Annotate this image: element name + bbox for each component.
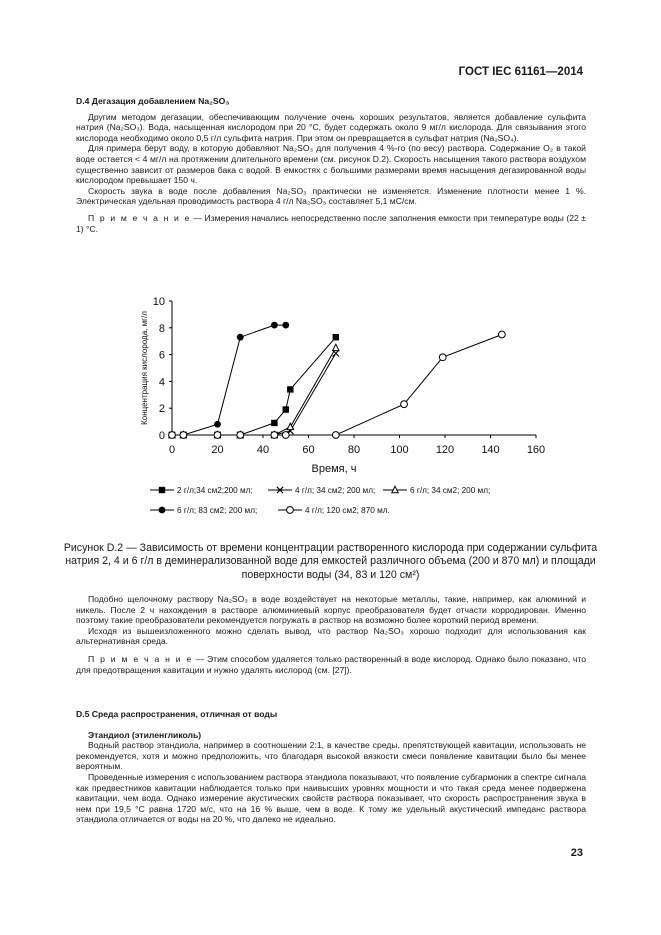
open-circle-marker <box>498 331 505 338</box>
filled-circle-marker <box>237 334 244 341</box>
x-tick-label: 160 <box>526 444 546 456</box>
x-tick-label: 60 <box>302 444 315 456</box>
filled-circle-marker <box>159 507 166 514</box>
section-d5-paragraph-1: Водный раствор этандиола, например в соотношении 2:1, в качестве среды, препятствующей кавитации, использовать не рекомендуется, хотя и можно предположить, что благодаря высокой вязкости смеси появление кавитации было бы менее вероятным. <box>76 740 586 772</box>
series-line-1 <box>172 337 336 435</box>
open-circle-marker <box>271 432 278 439</box>
series-line-3 <box>172 348 336 435</box>
y-tick-label: 8 <box>158 322 165 335</box>
legend-label-3: 6 г/л; 34 см2; 200 мл; <box>410 486 491 495</box>
y-tick-label: 0 <box>158 430 165 442</box>
section-d5-title: D.5 Среда распространения, отличная от воды <box>76 709 278 719</box>
section-d4-title: D.4 Дегазация добавлением Na₂SO₃ <box>76 96 230 106</box>
section-d5-subtitle: Этандиол (этиленгликоль) <box>88 729 202 740</box>
chart-svg <box>140 290 560 520</box>
filled-circle-marker <box>214 421 221 428</box>
open-circle-marker <box>287 507 294 514</box>
note-label: П р и м е ч а н и е <box>88 212 191 223</box>
series-line-4 <box>172 325 286 435</box>
triangle-marker <box>333 344 339 350</box>
x-tick-label: 0 <box>168 444 176 456</box>
section-d4-note <box>76 213 586 234</box>
section-d4-paragraph-3: Скорость звука в воде после добавления Na₂SO₃ практически не изменяется. Изменение плотности менее 1 %. Электрическая удельная проводимость раствора 4 г/л Na₂SO₃ составляет 5,1 мС/см. <box>76 185 586 207</box>
open-circle-marker <box>237 432 244 439</box>
note-text: — Измерения начались непосредственно после заполнения емкости при температуре воды (22 ± 1) °С. <box>76 212 586 234</box>
open-circle-marker <box>439 354 446 361</box>
note-text: — Этим способом удаляется только растворенный в воде кислород. Однако было показано, что для предотвращения кавитации и нужно удалять кислород (см. [27]). <box>76 653 586 675</box>
square-marker <box>159 487 165 493</box>
open-circle-marker <box>282 432 289 439</box>
x-tick-label: 40 <box>256 444 270 456</box>
section-d4-paragraph-2: Для примера берут воду, в которую добавляют Na₂SO₃ для получения 4 %-го (по весу) раствора. Содержание O₂ в такой воде остается < 4 мг/л на протяжении длительного времени (см. рисунок D.2). Скорость насыщения такого раствора воздухом существенно зависит от размеров бака с водой. В емкостях с большими размерами время насыщения дегазированной воды кислородом превышает 150 ч. <box>76 143 586 186</box>
legend-label-2: 4 г/л; 34 см2; 200 мл; <box>295 486 376 495</box>
square-marker <box>271 420 277 426</box>
filled-circle-marker <box>271 322 278 329</box>
legend-label-4: 6 г/л; 83 см2; 200 мл; <box>177 506 258 515</box>
legend-label-1: 2 г/л;34 см2;200 мл; <box>177 486 253 495</box>
section-d4-paragraph-1: Другим методом дегазации, обеспечивающим получение очень хороших результатов, является добавление сульфита натрия (Na₂SO₃). Вода, насыщенная кислородом при 20 °С, будет содержать около 9 мг/л кислорода. Для связывания этого кислорода необходимо около 0,5 г/л сульфита натрия. При этом он превращается в сульфат натрия (Na₂SO₄). <box>76 111 586 143</box>
x-tick-label: 120 <box>435 444 455 456</box>
after-figure-note <box>76 654 586 675</box>
filled-circle-marker <box>282 322 289 329</box>
square-marker <box>283 406 289 412</box>
open-circle-marker <box>401 401 408 408</box>
note-label: П р и м е ч а н и е <box>88 653 193 664</box>
legend-label-5: 4 г/л; 120 см2; 870 мл. <box>305 506 390 515</box>
figure-caption: Рисунок D.2 — Зависимость от времени концентрации растворенного кислорода при содержании сульфита натрия 2, 4 и 6 г/л в деминерализованной воде для емкостей различного объема (200 и 870 мл) и площади поверхности воды (34, 83 и 120 см²) <box>63 542 598 581</box>
after-figure-paragraph-2: Исходя из вышеизложенного можно сделать вывод, что раствор Na₂SO₃ хорошо подходит для использования как альтернативная среда. <box>76 625 586 647</box>
page-number: 23 <box>570 847 583 859</box>
open-circle-marker <box>169 432 176 439</box>
open-circle-marker <box>180 432 187 439</box>
y-tick-label: 4 <box>158 376 165 389</box>
open-circle-marker <box>332 432 339 439</box>
section-d4 <box>76 96 586 234</box>
y-tick-label: 2 <box>158 403 165 416</box>
x-tick-label: 80 <box>347 444 361 456</box>
x-tick-label: 100 <box>390 444 409 456</box>
square-marker <box>333 334 339 340</box>
y-tick-label: 10 <box>152 296 165 308</box>
section-d5 <box>76 709 586 825</box>
y-axis-label: Концентрация кислорода, мг/л <box>140 311 149 425</box>
square-marker <box>287 386 293 392</box>
after-figure-text <box>76 594 586 675</box>
oxygen-concentration-chart <box>140 290 560 520</box>
x-tick-label: 20 <box>211 444 224 456</box>
open-circle-marker <box>214 432 221 439</box>
x-tick-label: 140 <box>481 444 500 456</box>
standard-header: ГОСТ IEC 61161—2014 <box>458 66 583 78</box>
section-d5-paragraph-2: Проведенные измерения с использованием раствора этандиола показывают, что появление субгармоник в спектре сигнала как предвестников кавитации наблюдается только при наивысших уровнях мощности и что такая среда менее подвержена кавитации, чем вода. Однако измерение акустических свойств раствора показывает, что скорость распространения звука в нем при 19,5 °С равна 1720 м/с, что на 16 % выше, чем в воде. К тому же удельный акустический импеданс раствора этандиола отличается от воды на 20 %, что далеко не идеально. <box>76 771 586 825</box>
after-figure-paragraph-1: Подобно щелочному раствору Na₂SO₃ в воде воздействует на некоторые металлы, такие, например, как алюминий и никель. После 2 ч нахождения в растворе алюминиевый корпус преобразователя будет отчасти корродирован. Именно поэтому такие преобразователи рекомендуется погружать в раствор на возможно более короткий период времени. <box>76 594 586 626</box>
x-axis-label: Время, ч <box>311 463 357 475</box>
y-tick-label: 6 <box>158 349 165 362</box>
